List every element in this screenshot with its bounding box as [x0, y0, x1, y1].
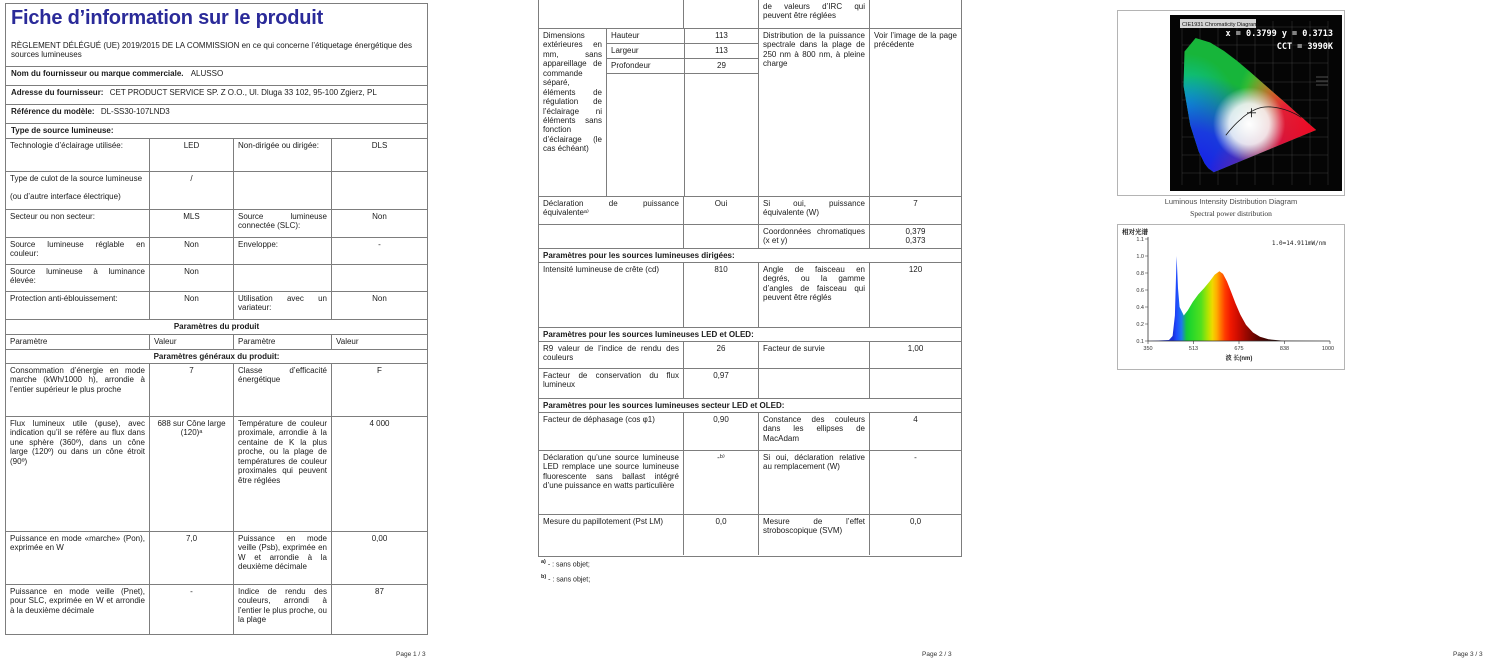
param-label: Classe d’efficacité énergétique	[233, 364, 331, 416]
param-label	[233, 265, 331, 291]
model-row	[6, 104, 427, 123]
param-label: R9 valeur de l’indice de rendu des couleurs	[543, 344, 679, 363]
param-label: Puissance en mode veille (Pnet), pour SLC, exprimée en W et arrondie à la deuxième décimale	[10, 587, 145, 615]
dimension-subrow	[607, 59, 758, 74]
param-value: 7	[869, 197, 961, 224]
table-row	[6, 237, 427, 264]
spd-x-tick: 350	[1143, 346, 1153, 352]
spd-y-axis-label: 相对光谱	[1122, 229, 1148, 236]
param-label: Protection anti-éblouissement:	[10, 294, 118, 303]
table-row	[6, 291, 427, 319]
param-value: 7	[149, 364, 233, 416]
page1-sheet	[5, 3, 428, 635]
param-label	[758, 369, 869, 398]
spd-y-tick: 1.1	[1136, 237, 1144, 243]
param-value: LED	[149, 139, 233, 171]
spd-chart	[1118, 225, 1344, 369]
section-header-mains-led-oled: Paramètres pour les sources lumineuses secteur LED et OLED:	[539, 398, 961, 412]
dimension-subrow-filler	[607, 74, 758, 196]
column-header: Valeur	[149, 335, 233, 349]
param-label-line: Type de culot de la source lumineuse	[10, 174, 143, 183]
section-header-directed-sources: Paramètres pour les sources lumineuses dirigées:	[539, 248, 961, 262]
table-row	[6, 531, 427, 584]
param-value	[331, 265, 427, 291]
table-row	[6, 416, 427, 531]
param-label: Déclaration de puissance équivalenteᵃ⁾	[543, 199, 679, 218]
page3-footer: Page 3 / 3	[1453, 651, 1483, 658]
table-row	[6, 171, 427, 209]
spd-y-tick: 0.1	[1136, 339, 1144, 345]
dimension-name: Profondeur	[611, 61, 651, 70]
page2-sheet	[538, 0, 962, 557]
regulation-subtitle: RÈGLEMENT DÉLÉGUÉ (UE) 2019/2015 DE LA COMMISSION en ce qui concerne l’étiquetage énergétique des sources lumineuses	[11, 41, 412, 60]
address-row	[6, 85, 427, 104]
param-value: Oui	[683, 197, 758, 224]
spd-x-tick: 1000	[1321, 346, 1335, 352]
table-row	[6, 209, 427, 237]
spectral-power-figure	[1117, 224, 1345, 370]
dimension-name: Hauteur	[611, 31, 640, 40]
section-header-led-oled: Paramètres pour les sources lumineuses LED et OLED:	[539, 327, 961, 341]
param-value: /	[149, 172, 233, 209]
param-value: -ᵇ⁾	[683, 451, 758, 514]
table-row	[539, 224, 961, 248]
dimensions-row	[539, 28, 961, 196]
table-row	[539, 368, 961, 398]
param-value	[683, 0, 758, 28]
table-row	[539, 262, 961, 327]
page-title: Fiche d’information sur le produit	[11, 7, 324, 29]
param-label-note: (ou d’autre interface électrique)	[10, 192, 121, 202]
param-value	[683, 225, 758, 248]
param-label: Constance des couleurs dans les ellipses de MacAdam	[758, 413, 869, 450]
param-label: Déclaration qu’une source lumineuse LED remplace une source lumineuse fluorescente sans ballast intégré d’une puissance en watts particulière	[543, 453, 679, 491]
param-label: Distribution de la puissance spectrale dans la plage de 250 nm à 800 nm, à pleine charge	[758, 29, 869, 196]
spd-x-tick: 675	[1234, 346, 1244, 352]
param-label: Non-dirigée ou dirigée:	[233, 139, 331, 171]
param-label: Coordonnées chromatiques (x et y)	[758, 225, 869, 248]
column-header: Paramètre	[233, 335, 331, 349]
param-value	[869, 369, 961, 398]
spd-y-tick: 0.6	[1136, 288, 1144, 294]
dimension-value: 113	[684, 44, 758, 58]
model-value: DL-SS30-107LND3	[100, 107, 170, 116]
param-label: Secteur ou non secteur:	[10, 212, 95, 221]
spd-y-tick: 1.0	[1136, 254, 1144, 260]
param-value: -	[331, 238, 427, 264]
table-row	[6, 363, 427, 416]
spd-x-tick: 838	[1279, 346, 1290, 352]
table-row-continuation	[539, 0, 961, 28]
param-value	[869, 225, 961, 248]
param-label: Utilisation avec un variateur:	[233, 292, 331, 319]
cie-cct-readout: CCT = 3990K	[1276, 42, 1333, 52]
param-label	[6, 172, 149, 209]
param-value: 0,00	[331, 532, 427, 584]
param-label: Flux lumineux utile (φuse), avec indication qu’il se réfère au flux dans une sphère (360º), dans un cône large (120º) ou dans un cône étroit (90º)	[10, 419, 145, 466]
param-label: Angle de faisceau en degrés, ou la gamme d’angles de faisceau qui peuvent être réglés	[758, 263, 869, 327]
dimension-value: 29	[684, 59, 758, 73]
param-value: 4	[869, 413, 961, 450]
param-value: 4 000	[331, 417, 427, 531]
param-label: Enveloppe:	[233, 238, 331, 264]
param-value: 0,0	[869, 515, 961, 555]
spd-area	[1148, 237, 1330, 341]
footnote-text: - : sans objet;	[548, 576, 591, 584]
dimension-value: 113	[684, 29, 758, 43]
page2-footer: Page 2 / 3	[922, 651, 952, 658]
param-value: 688 sur Cône large (120)ᵃ	[149, 417, 233, 531]
column-header: Paramètre	[10, 337, 48, 346]
table-row	[539, 514, 961, 555]
param-value: 0,97	[683, 369, 758, 398]
param-value: 7,0	[149, 532, 233, 584]
spd-x-axis-label: 波 长(nm)	[1225, 356, 1253, 362]
footnote-a	[541, 559, 590, 570]
dimensions-subtable	[606, 29, 758, 196]
section-header-product-params: Paramètres du produit	[6, 319, 427, 334]
model-label: Référence du modèle:	[11, 107, 95, 116]
param-label: Source lumineuse à luminance élevée:	[10, 267, 145, 286]
column-header-row	[6, 334, 427, 349]
param-label: Indice de rendu des couleurs, arrondi à l’entier le plus proche, ou la plage	[233, 585, 331, 634]
table-row	[539, 196, 961, 224]
param-value: -	[149, 585, 233, 634]
supplier-label: Nom du fournisseur ou marque commerciale.	[11, 69, 184, 78]
param-label: Intensité lumineuse de crête (cd)	[543, 265, 660, 274]
dimensions-label: Dimensions extérieures en mm, sans appareillage de commande séparé, éléments de régulation de l’éclairage ni éléments sans fonction d’éclairage (le cas échéant)	[543, 31, 602, 154]
param-label	[233, 172, 331, 209]
param-value: Non	[149, 265, 233, 291]
param-value: MLS	[149, 210, 233, 237]
cie-title: CIE1931 Chromaticity Diagram	[1182, 22, 1258, 28]
param-label	[539, 225, 683, 248]
param-label: Facteur de conservation du flux lumineux	[543, 371, 679, 390]
param-label: Puissance en mode veille (Psb), exprimée en W et arrondie à la deuxième décimale	[233, 532, 331, 584]
column-header: Valeur	[331, 335, 427, 349]
address-label: Adresse du fournisseur:	[11, 88, 104, 97]
param-value: DLS	[331, 139, 427, 171]
param-value: Non	[331, 292, 427, 319]
param-value: Non	[149, 292, 233, 319]
param-label: Facteur de survie	[758, 342, 869, 368]
dimension-name: Largeur	[611, 46, 639, 55]
spd-annotation: 1.0=14.911mW/nm	[1271, 240, 1326, 247]
param-value: Non	[149, 238, 233, 264]
chromaticity-y: 0,373	[905, 236, 926, 246]
param-value: F	[331, 364, 427, 416]
param-label: Puissance en mode «marche» (Pon), exprimée en W	[10, 534, 145, 553]
dimension-subrow	[607, 29, 758, 44]
table-row	[539, 341, 961, 368]
param-label: Consommation d’énergie en mode marche (kWh/1000 h), arrondie à l’entier supérieur le plus proche	[10, 366, 145, 394]
param-label	[539, 0, 683, 28]
cie-chromaticity-figure	[1117, 10, 1345, 196]
param-label: Source lumineuse connectée (SLC):	[233, 210, 331, 237]
param-label: Mesure du papillotement (Pst LM)	[543, 517, 664, 526]
footnote-b	[541, 574, 590, 585]
chromaticity-x: 0,379	[905, 227, 926, 236]
param-label: Température de couleur proximale, arrondie à la centaine de K la plus proche, ou la plage de températures de couleur proximales qui peuvent être réglées	[233, 417, 331, 531]
param-value: 87	[331, 585, 427, 634]
param-value: Voir l’image de la page précédente	[869, 29, 961, 196]
param-label: Si oui, déclaration relative au remplacement (W)	[758, 451, 869, 514]
footnote-marker: b)	[541, 574, 547, 580]
spd-y-tick: 0.8	[1136, 271, 1144, 277]
param-value: 1,00	[869, 342, 961, 368]
section-header-general-params: Paramètres généraux du produit:	[6, 349, 427, 363]
param-value: 0,90	[683, 413, 758, 450]
spd-x-tick: 513	[1188, 346, 1199, 352]
spd-y-tick-labels	[1136, 237, 1144, 345]
param-label: Mesure de l’effet stroboscopique (SVM)	[758, 515, 869, 555]
type-source-header: Type de source lumineuse:	[6, 123, 427, 138]
param-value: 120	[869, 263, 961, 327]
param-value	[331, 172, 427, 209]
spd-x-tick-labels	[1143, 346, 1334, 352]
param-value: Non	[331, 210, 427, 237]
param-value	[869, 0, 961, 28]
param-label: Facteur de déphasage (cos φ1)	[543, 415, 655, 424]
spd-y-tick: 0.4	[1136, 305, 1144, 311]
spd-caption: Spectral power distribution	[1190, 209, 1272, 218]
param-value: -	[869, 451, 961, 514]
param-label: Technologie d’éclairage utilisée:	[10, 141, 123, 150]
supplier-row	[6, 66, 427, 85]
param-label: de valeurs d’IRC qui peuvent être réglées	[758, 0, 869, 28]
param-value: 0,0	[683, 515, 758, 555]
table-row	[539, 450, 961, 514]
table-row	[6, 264, 427, 291]
spd-y-tick: 0.2	[1136, 322, 1144, 328]
param-value: 810	[683, 263, 758, 327]
cie-chromaticity-diagram	[1170, 15, 1342, 191]
dimension-subrow	[607, 44, 758, 59]
table-row	[6, 584, 427, 634]
supplier-value: ALUSSO	[190, 69, 224, 78]
footnote-marker: a)	[541, 559, 546, 565]
address-value: CET PRODUCT SERVICE SP. Z O.O., Ul. Dluga 33 102, 95-100 Zgierz, PL	[109, 88, 377, 97]
page1-footer: Page 1 / 3	[396, 651, 426, 658]
cie-xy-readout: x = 0.3799 y = 0.3713	[1225, 29, 1333, 39]
param-label: Si oui, puissance équivalente (W)	[758, 197, 869, 224]
cie-caption: Luminous Intensity Distribution Diagram	[1164, 197, 1298, 206]
param-label: Source lumineuse réglable en couleur:	[10, 240, 145, 259]
footnote-text: - : sans objet;	[547, 561, 590, 569]
table-row	[539, 412, 961, 450]
table-row	[6, 138, 427, 171]
param-value: 26	[683, 342, 758, 368]
